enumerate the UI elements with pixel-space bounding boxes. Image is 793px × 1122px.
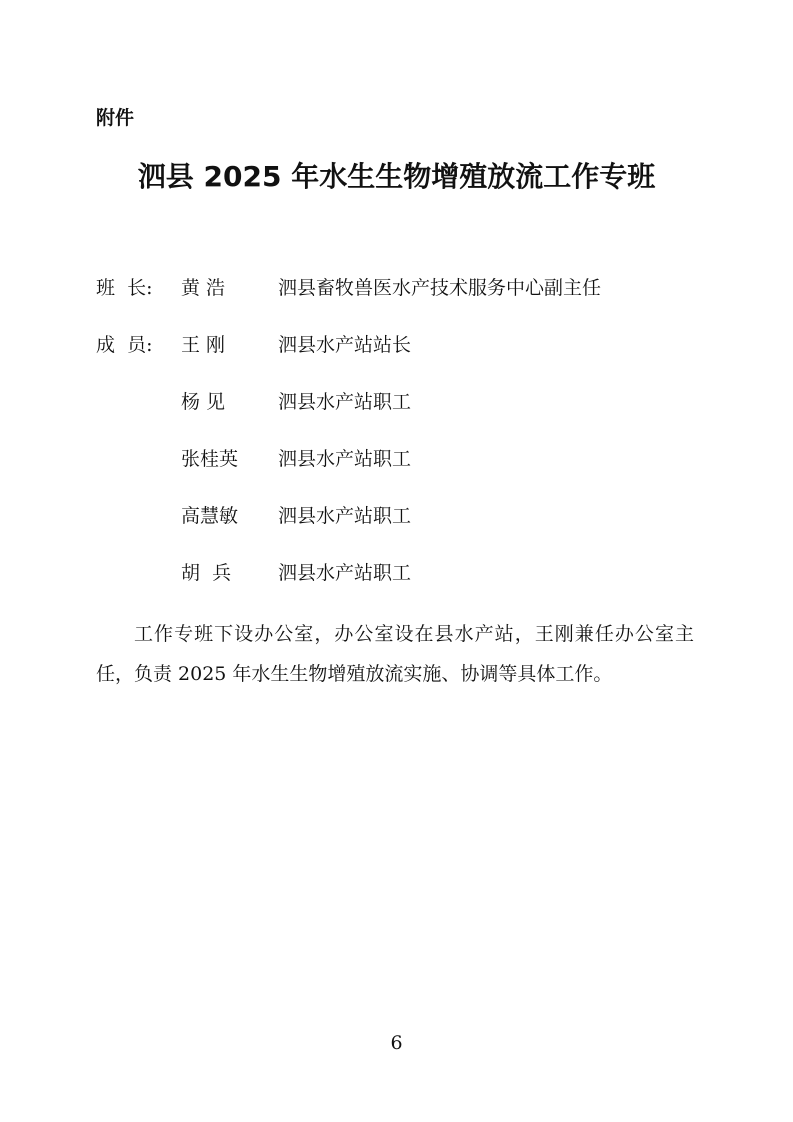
roster-duty: 泗县水产站职工 [278,391,412,413]
attachment-label: 附件 [96,107,135,129]
roster-name: 黄 浩 [181,277,226,299]
roster-name: 胡 兵 [181,562,232,584]
roster-duty: 泗县水产站站长 [278,334,412,356]
roster-name: 高慧敏 [181,505,239,527]
page-title: 泗县 2025 年水生生物增殖放流工作专班 [137,160,656,193]
roster-role: 成 员: [96,334,153,356]
roster-row-member [96,500,716,557]
roster-name: 张桂英 [181,448,239,470]
roster-row-leader [96,272,716,329]
roster-duty: 泗县水产站职工 [278,505,412,527]
roster-duty: 泗县畜牧兽医水产技术服务中心副主任 [278,277,602,299]
page-number: 6 [390,1032,403,1054]
office-note-paragraph: 工作专班下设办公室，办公室设在县水产站，王刚兼任办公室主任，负责 2025 年水生生物增殖放流实施、协调等具体工作。 [96,623,694,685]
roster-list [96,272,716,614]
roster-row-member [96,386,716,443]
roster-row-member [96,557,716,614]
roster-name: 杨 见 [181,391,226,413]
roster-role: 班 长: [96,277,153,299]
roster-duty: 泗县水产站职工 [278,448,412,470]
roster-duty: 泗县水产站职工 [278,562,412,584]
roster-name: 王 刚 [181,334,226,356]
roster-row-member [96,443,716,500]
roster-row-member [96,329,716,386]
